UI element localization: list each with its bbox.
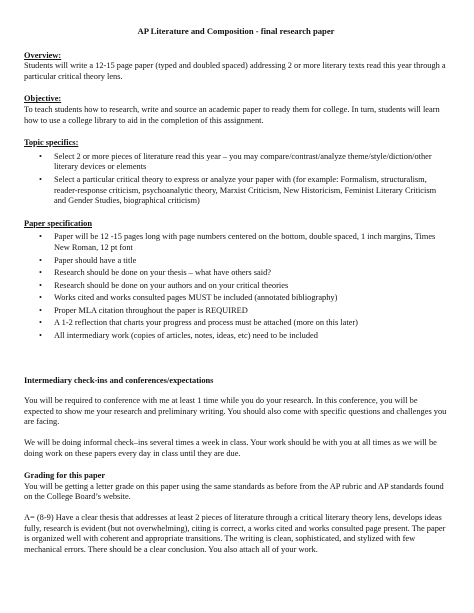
list-item	[39, 268, 448, 279]
topic-specifics-section	[24, 138, 448, 207]
checkins-paragraph-2: We will be doing informal check–ins several times a week in class. Your work should be with you at all times as we will be doing work on these papers every day in class until they are due.	[24, 438, 437, 458]
paper-specification-heading: Paper specification	[24, 218, 92, 228]
objective-heading: Objective:	[24, 94, 62, 104]
list-item	[39, 306, 448, 317]
list-item	[39, 293, 448, 304]
list-item-text: Research should be done on your authors and on your critical theories	[54, 280, 289, 290]
list-item	[39, 318, 448, 329]
bullet-icon: •	[39, 280, 42, 290]
list-item	[39, 256, 448, 267]
list-item-text: Paper should have a title	[54, 255, 137, 265]
checkins-heading: Intermediary check-ins and conferences/expectations	[24, 375, 214, 385]
grading-heading: Grading for this paper	[24, 471, 106, 481]
bullet-icon: •	[39, 318, 42, 328]
objective-text: To teach students how to research, write and source an academic paper to ready them for college. In turn, students will learn how to use a college library to aid in the completion of this assignment.	[24, 104, 440, 125]
list-item-text: All intermediary work (copies of articles, notes, ideas, etc) need to be included	[54, 331, 318, 341]
paper-specification-section	[24, 219, 448, 342]
list-item-text: A 1-2 reflection that charts your progress and process must be attached (more on this later)	[54, 318, 358, 328]
bullet-icon: •	[39, 331, 42, 341]
list-item	[39, 331, 448, 342]
topic-specifics-list	[24, 152, 448, 207]
list-item-text: Proper MLA citation throughout the paper is REQUIRED	[54, 305, 248, 315]
list-item-text: Select 2 or more pieces of literature read this year – you may compare/contrast/analyze theme/style/diction/other literary devices or elements	[54, 151, 432, 172]
list-item-text: Works cited and works consulted pages MUST be included (annotated bibliography)	[54, 293, 338, 303]
overview-section	[24, 51, 448, 83]
paper-specification-list	[24, 232, 448, 341]
bullet-icon: •	[39, 232, 42, 242]
spacer	[24, 354, 448, 376]
list-item-text: Paper will be 12 -15 pages long with page numbers centered on the bottom, double spaced, 1 inch margins, Times New Roman, 12 pt font	[54, 232, 436, 252]
grading-paragraph-2: A= (8-9) Have a clear thesis that addresses at least 2 pieces of literature through a critical literary theory lens, develops ideas fully, research is evident (but not overwhelming), citing is correct, a works cited and works consulted page present. The paper is organized well with coherent and appropriate transitions. The writing is clean, sophisticated, and stylized with few mechanical errors. There should be a clear conclusion. You also attach all of your work.	[24, 513, 446, 554]
document-title: AP Literature and Composition - final research paper	[137, 26, 335, 36]
grading-section	[24, 471, 448, 555]
list-item	[39, 152, 448, 173]
checkins-paragraph-1: You will be required to conference with me at least 1 time while you do your research. In this conference, you will be expected to show me your research and preliminary writing. You should also come with specific questions and challenges you are facing.	[24, 396, 447, 427]
overview-text: Students will write a 12-15 page paper (typed and doubled spaced) addressing 2 or more literary texts read this year through a particular critical theory lens.	[24, 61, 446, 81]
bullet-icon: •	[39, 268, 42, 278]
bullet-icon: •	[39, 174, 42, 184]
bullet-icon: •	[39, 305, 42, 315]
list-item	[39, 281, 448, 292]
objective-section	[24, 94, 448, 126]
list-item-text: Research should be done on your thesis – what have others said?	[54, 268, 271, 278]
bullet-icon: •	[39, 151, 42, 161]
bullet-icon: •	[39, 293, 42, 303]
grading-paragraph-1: You will be getting a letter grade on this paper using the same standards as before from the AP rubric and AP standards found on the College Board’s website.	[24, 481, 444, 502]
topic-specifics-heading: Topic specifics:	[24, 138, 79, 148]
checkins-section	[24, 376, 448, 460]
list-item-text: Select a particular critical theory to express or analyze your paper with (for example: Formalism, structuralism, reader-response criticism, psychoanalytic theory, Marxist Criticism, New Historicism, Feminist Literary Criticism and Gender Studies, biographical criticism)	[54, 174, 437, 206]
overview-heading: Overview:	[24, 50, 62, 60]
bullet-icon: •	[39, 255, 42, 265]
list-item	[39, 175, 448, 207]
list-item	[39, 232, 448, 253]
